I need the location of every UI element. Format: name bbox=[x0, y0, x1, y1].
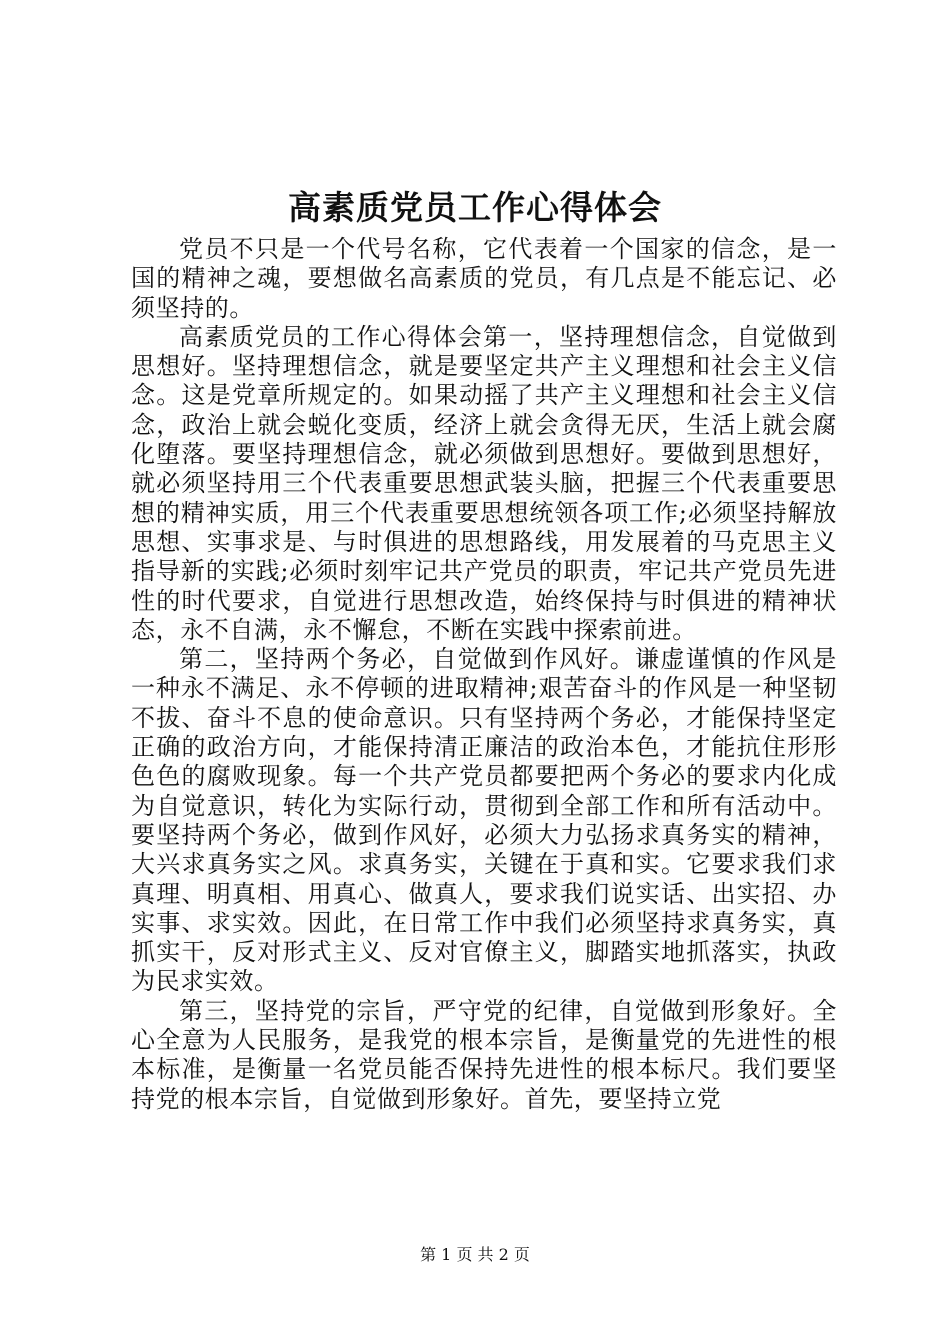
paragraph: 党员不只是一个代号名称，它代表着一个国家的信念，是一国的精神之魂，要想做名高素质的党员，有几点是不能忘记、必须坚持的。 bbox=[131, 235, 837, 322]
document-title: 高素质党员工作心得体会 bbox=[288, 188, 662, 227]
page-number-footer: 第 1 页 共 2 页 bbox=[420, 1245, 530, 1264]
paragraph: 高素质党员的工作心得体会第一，坚持理想信念，自觉做到思想好。坚持理想信念，就是要坚定共产主义理想和社会主义信念。这是党章所规定的。如果动摇了共产主义理想和社会主义信念，政治上就会蜕化变质，经济上就会贪得无厌，生活上就会腐化堕落。要坚持理想信念，就必须做到思想好。要做到思想好，就必须坚持用三个代表重要思想武装头脑，把握三个代表重要思想的精神实质，用三个代表重要思想统领各项工作;必须坚持解放思想、实事求是、与时俱进的思想路线，用发展着的马克思主义指导新的实践;必须时刻牢记共产党员的职责，牢记共产党员先进性的时代要求，自觉进行思想改造，始终保持与时俱进的精神状态，永不自满，永不懈怠，不断在实践中探索前进。 bbox=[131, 322, 837, 644]
paragraph: 第二，坚持两个务必，自觉做到作风好。谦虚谨慎的作风是一种永不满足、永不停顿的进取精神;艰苦奋斗的作风是一种坚韧不拔、奋斗不息的使命意识。只有坚持两个务必，才能保持坚定正确的政治方向，才能保持清正廉洁的政治本色，才能抗住形形色色的腐败现象。每一个共产党员都要把两个务必的要求内化成为自觉意识，转化为实际行动，贯彻到全部工作和所有活动中。要坚持两个务必，做到作风好，必须大力弘扬求真务实的精神，大兴求真务实之风。求真务实，关键在于真和实。它要求我们求真理、明真相、用真心、做真人，要求我们说实话、出实招、办实事、求实效。因此，在日常工作中我们必须坚持求真务实，真抓实干，反对形式主义、反对官僚主义，脚踏实地抓落实，执政为民求实效。 bbox=[131, 645, 837, 996]
document-body bbox=[131, 235, 837, 1114]
paragraph: 第三，坚持党的宗旨，严守党的纪律，自觉做到形象好。全心全意为人民服务，是我党的根本宗旨，是衡量党的先进性的根本标准，是衡量一名党员能否保持先进性的根本标尺。我们要坚持党的根本宗旨，自觉做到形象好。首先，要坚持立党 bbox=[131, 996, 837, 1113]
